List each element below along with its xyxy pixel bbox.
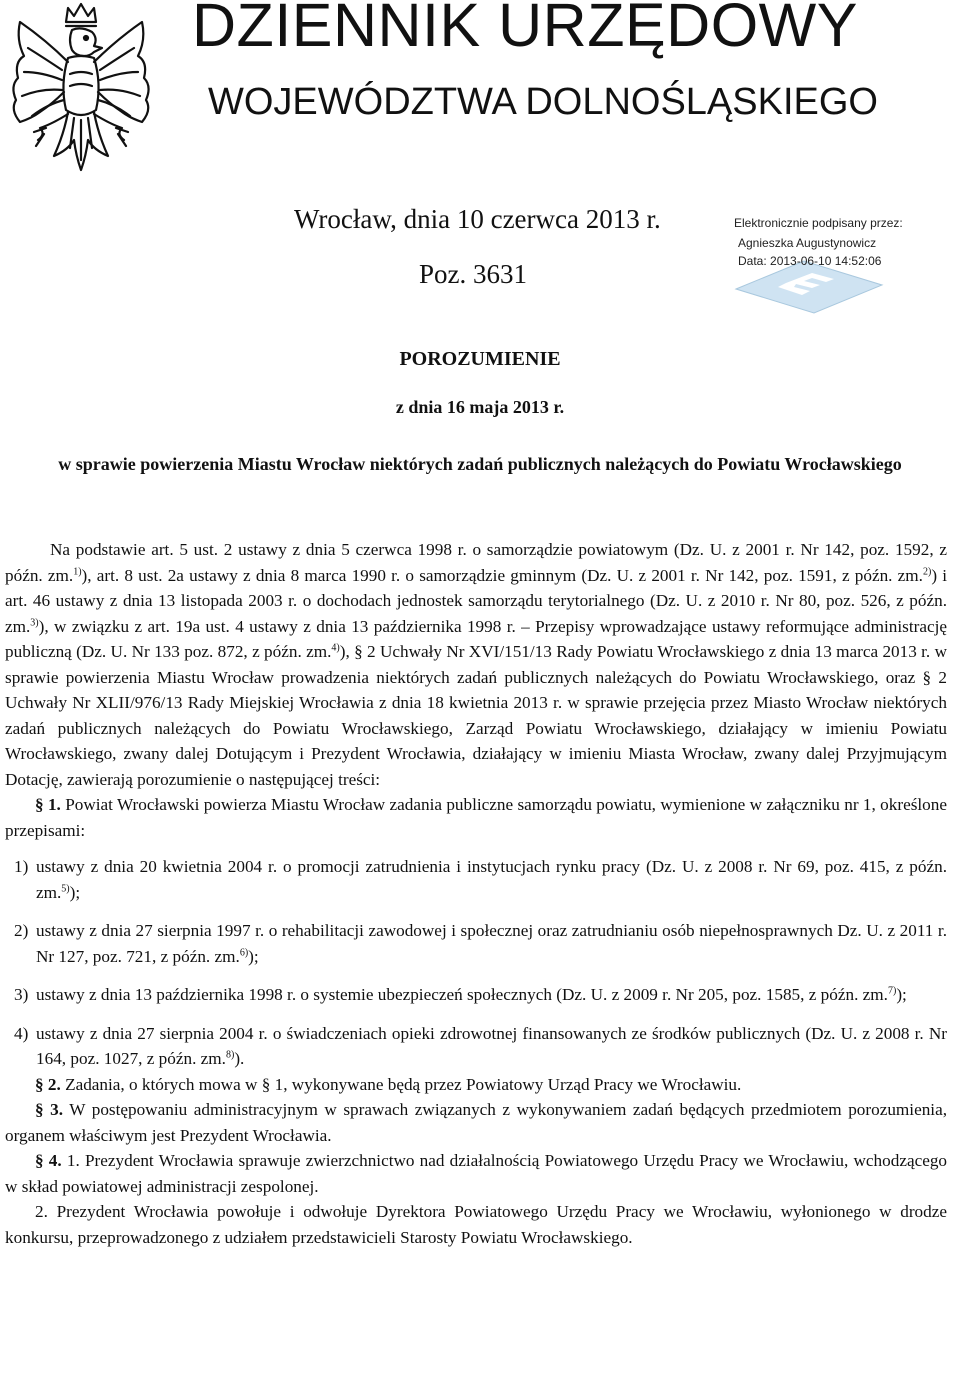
act-date: z dnia 16 maja 2013 r.: [395, 397, 565, 417]
act-body: [5, 537, 947, 1250]
list-item: 2) ustawy z dnia 27 sierpnia 1997 r. o rehabilitacji zawodowej i społecznej oraz zatrudnianiu osób niepełnosprawnych Dz. U. z 2011 r. Nr 127, poz. 721, z późn. zm.$^{6)}$);: [14, 921, 947, 966]
footnote-ref: 2): [922, 565, 932, 577]
statute-list: [5, 854, 947, 1072]
journal-subtitle: WOJEWÓDZTWA DOLNOŚLĄSKIEGO: [208, 81, 878, 123]
list-item: 3) ustawy z dnia 13 października 1998 r. o systemie ubezpieczeń społecznych (Dz. U. z 2009 r. Nr 205, poz. 1585, z późn. zm.$^{7)}$);: [14, 985, 907, 1004]
paragraph-4: § 4. 1. Prezydent Wrocławia sprawuje zwierzchnictwo nad działalnością Powiatowego Urzędu Pracy we Wrocławiu, wchodzącego w skład powiatowej administracji zespolonej.: [5, 1151, 948, 1196]
paragraph-label: § 1.: [35, 795, 61, 814]
preamble: Na podstawie art. 5 ust. 2 ustawy z dnia 5 czerwca 1998 r. o samorządzie powiatowym (Dz. U. z 2001 r. Nr 142, poz. 1592, z późn. zm.$^{1)}$), art. 8 ust. 2a ustawy z dnia 8 marca 1990 r. o samorządzie gminnym (Dz. U. z 2001 r. Nr 142, poz. 1591, z późn. zm.$^{2)}$) i art. 46 ustawy z dnia 13 listopada 2003 r. o dochodach jednostek samorządu terytorialnego (Dz. U. z 2010 r. Nr 80, poz. 526, z późn. zm.$^{3)}$), w związku z art. 19a ust. 4 ustawy z dnia 13 października 1998 r. – Przepisy wprowadzające ustawy reformujące administrację publiczną (Dz. U. Nr 133 poz. 872, z późn. zm.$^{4)}$), § 2 Uchwały Nr XVI/151/13 Rady Powiatu Wrocławskiego z dnia 13 marca 2013 r. w sprawie powierzenia Miastu Wrocław prowadzenia niektórych zadań publicznych należących do Powiatu Wrocławskiego, oraz § 2 Uchwały Nr XLII/976/13 Rady Miejskiej Wrocławia z dnia 18 kwietnia 2013 r. w sprawie przejęcia przez Miasto Wrocław niektórych zadań publicznych należących do Powiatu Wrocławskiego, Zarząd Powiatu Wrocławskiego, działający w imieniu Powiatu Wrocławskiego, zwany dalej Dotującym i Prezydent Wrocławia, działający w imieniu Miasta Wrocław, zwany dalej Przyjmującym Dotację, zawierają porozumienie o następującej treści:: [5, 540, 948, 789]
footnote-ref: 1): [73, 565, 82, 577]
paragraph-label: § 3.: [35, 1100, 64, 1119]
signer-name: Agnieszka Augustynowicz: [738, 236, 877, 250]
footnote-ref: 7): [887, 985, 897, 997]
paragraph-2: § 2. Zadania, o których mowa w § 1, wykonywane będą przez Powiatowy Urząd Pracy we Wrocławiu.: [35, 1074, 742, 1094]
paragraph-3: § 3. W postępowaniu administracyjnym w sprawach związanych z wykonywaniem zadań będących przedmiotem porozumienia, organem właściwym jest Prezydent Wrocławia.: [5, 1100, 947, 1145]
act-subject: w sprawie powierzenia Miastu Wrocław niektórych zadań publicznych należących do Powiatu Wrocławskiego: [58, 454, 902, 474]
paragraph-1: § 1. Powiat Wrocławski powierza Miastu Wrocław zadania publiczne samorządu powiatu, wymienione w załączniku nr 1, określone przepisami:: [5, 795, 947, 840]
act-title: POROZUMIENIE: [399, 348, 561, 370]
publication-place-date: Wrocław, dnia 10 czerwca 2013 r.: [294, 204, 661, 234]
electronic-signature: [730, 211, 960, 316]
paragraph-4-section-2: 2. Prezydent Wrocławia powołuje i odwołuje Dyrektora Powiatowego Urzędu Pracy we Wrocławiu, wyłonionego w drodze konkursu, przeprowadzonego z udziałem przedstawicieli Starosty Powiatu Wrocławskiego.: [5, 1202, 947, 1247]
footnote-ref: 5): [61, 882, 70, 894]
signature-date: Data: 2013-06-10 14:52:06: [738, 254, 882, 268]
list-item: 1) ustawy z dnia 20 kwietnia 2004 r. o promocji zatrudnienia i instytucjach rynku pracy (Dz. U. z 2008 r. Nr 69, poz. 415, z późn. zm.$^{5)}$);: [14, 857, 947, 902]
footnote-ref: 6): [239, 946, 249, 958]
position-number: Poz. 3631: [419, 259, 527, 289]
list-item: 4) ustawy z dnia 27 sierpnia 2004 r. o świadczeniach opieki zdrowotnej finansowanych ze środków publicznych (Dz. U. z 2008 r. Nr 164, poz. 1027, z późn. zm.$^{8)}$).: [14, 1023, 947, 1068]
footnote-ref: 8): [225, 1049, 235, 1061]
footnote-ref: 3): [30, 616, 39, 628]
footnote-ref: 4): [331, 642, 340, 654]
paragraph-label: § 4.: [35, 1151, 62, 1170]
signature-caption: Elektronicznie podpisany przez:: [734, 216, 903, 230]
white-eagle-emblem-icon: [6, 0, 156, 190]
journal-title: DZIENNIK URZĘDOWY: [192, 0, 858, 59]
paragraph-label: § 2.: [35, 1074, 61, 1094]
